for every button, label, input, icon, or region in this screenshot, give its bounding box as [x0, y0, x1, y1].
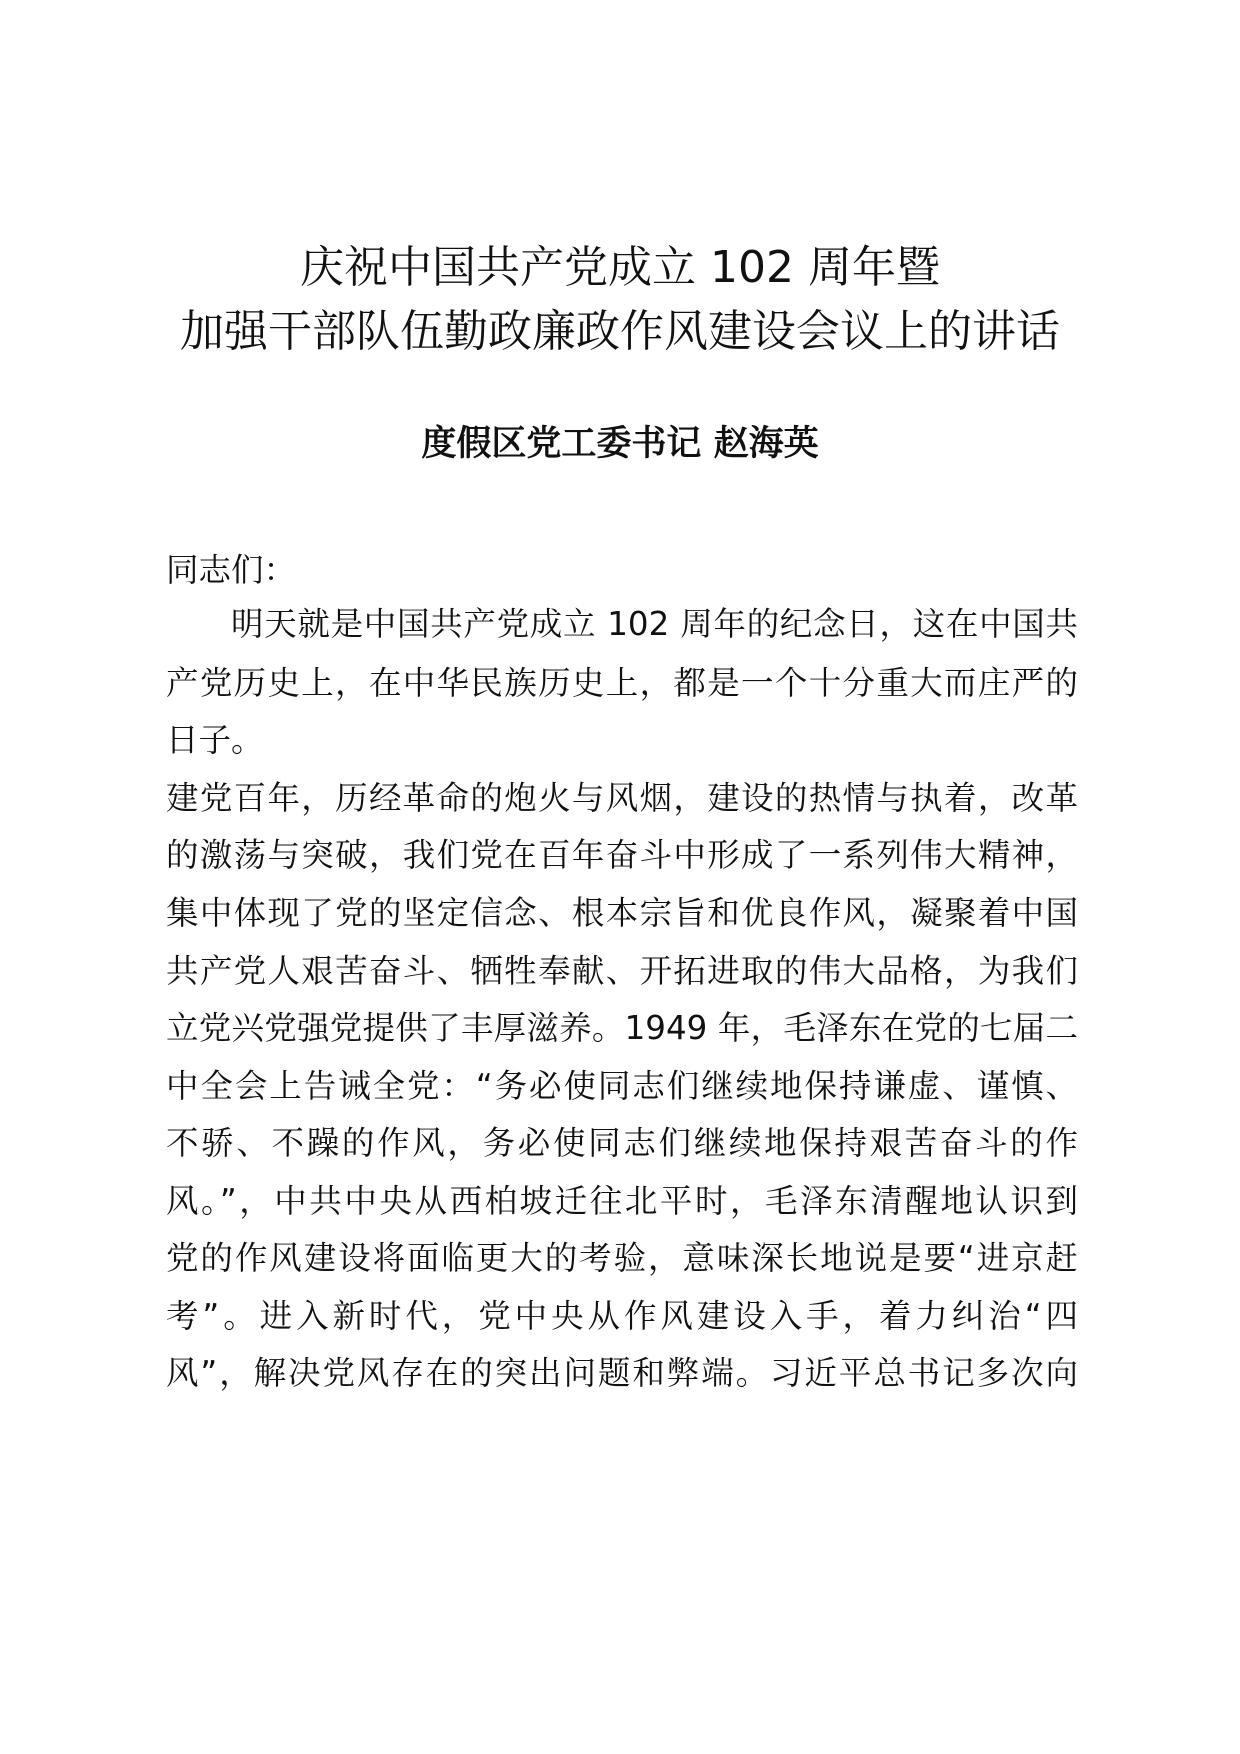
paragraph-line: 集中体现了党的坚定信念、根本宗旨和优良作风，凝聚着中国: [166, 894, 1078, 932]
paragraph-line: 考”。进入新时代，党中央从作风建设入手，着力纠治“四: [166, 1297, 1078, 1335]
paragraph-line: 党的作风建设将面临更大的考验，意味深长地说是要“进京赶: [166, 1239, 1078, 1277]
title-line-1: 庆祝中国共产党成立 102 周年暨: [300, 242, 940, 293]
paragraph-line: 明天就是中国共产党成立 102 周年的纪念日，这在中国共: [231, 605, 1078, 643]
paragraph-line: 的激荡与突破，我们党在百年奋斗中形成了一系列伟大精神，: [166, 836, 1078, 874]
paragraph-line: 立党兴党强党提供了丰厚滋养。1949 年，毛泽东在党的七届二: [166, 1009, 1078, 1047]
paragraph-line: 共产党人艰苦奋斗、牺牲奉献、开拓进取的伟大品格，为我们: [166, 952, 1078, 990]
paragraph-line: 建党百年，历经革命的炮火与风烟，建设的热情与执着，改革: [166, 779, 1078, 817]
paragraph-line: 中全会上告诫全党：“务必使同志们继续地保持谦虚、谨慎、: [166, 1067, 1078, 1105]
greeting: 同志们：: [166, 551, 297, 589]
paragraph-line: 日子。: [166, 721, 264, 759]
paragraph-line: 不骄、不躁的作风，务必使同志们继续地保持艰苦奋斗的作: [166, 1124, 1078, 1162]
paragraph-line: 风”，解决党风存在的突出问题和弊端。习近平总书记多次向: [166, 1354, 1078, 1392]
paragraph-line: 产党历史上，在中华民族历史上，都是一个十分重大而庄严的: [166, 664, 1078, 702]
paragraph-line: 风。”，中共中央从西柏坡迁往北平时，毛泽东清醒地认识到: [166, 1182, 1078, 1220]
title-line-2: 加强干部队伍勤政廉政作风建设会议上的讲话: [180, 306, 1060, 357]
speaker-byline: 度假区党工委书记 赵海英: [421, 424, 819, 464]
